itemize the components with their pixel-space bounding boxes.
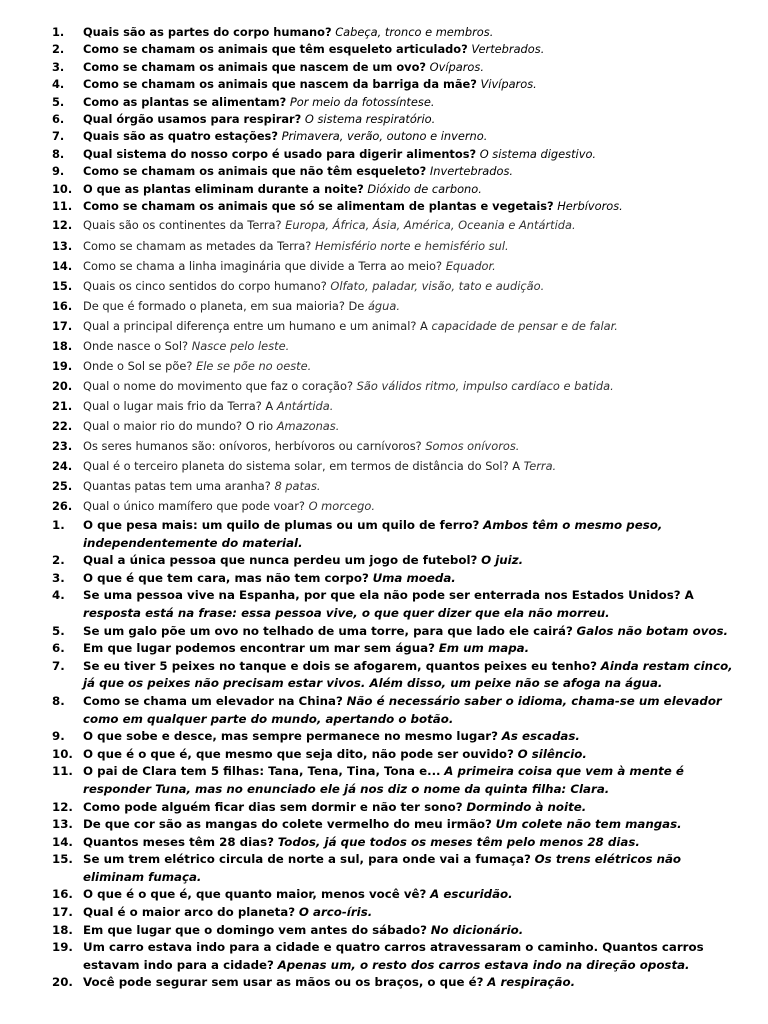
- riddle-text: [83, 658, 742, 693]
- question-number: 22.: [52, 418, 73, 433]
- riddle-number: 11.: [52, 764, 73, 779]
- riddle-number: 17.: [52, 905, 73, 920]
- riddle-item: [52, 728, 742, 746]
- question-answer: Por meio da fotossíntese.: [289, 94, 435, 109]
- question-item: [52, 496, 742, 516]
- question-answer: Terra.: [523, 459, 557, 474]
- question-number: 24.: [52, 459, 73, 474]
- question-number: 17.: [52, 318, 73, 333]
- question-number: 1.: [52, 25, 65, 39]
- riddle-text: [83, 623, 742, 641]
- question-text: [83, 76, 742, 93]
- riddle-text: [83, 693, 742, 728]
- riddle-number: 4.: [52, 588, 65, 603]
- question-question: Onde nasce o Sol?: [83, 338, 189, 353]
- riddle-number: 1.: [52, 518, 65, 532]
- question-number: 8.: [52, 146, 65, 161]
- riddle-item: [52, 658, 742, 693]
- question-item: [52, 316, 742, 336]
- question-answer: Europa, África, Ásia, América, Oceania e Antártida.: [285, 218, 576, 233]
- question-question: Como as plantas se alimentam?: [83, 94, 287, 109]
- riddle-question: Qual é o maior arco do planeta?: [83, 905, 296, 920]
- riddle-item: [52, 851, 742, 886]
- riddle-answer: A escuridão.: [430, 887, 513, 902]
- question-item: [52, 236, 742, 256]
- question-question: Como se chamam os animais que só se alimentam de plantas e vegetais?: [83, 199, 554, 214]
- question-question: Como se chamam os animais que têm esqueleto articulado?: [83, 42, 468, 57]
- riddle-item: [52, 552, 742, 570]
- riddle-text: [83, 570, 742, 588]
- question-number: 9.: [52, 164, 65, 179]
- question-text: [83, 41, 742, 58]
- riddle-item: [52, 570, 742, 588]
- question-item: [52, 396, 742, 416]
- science-questions-list: [52, 24, 742, 516]
- riddle-text: [83, 517, 742, 552]
- riddle-text: [83, 799, 742, 817]
- riddle-item: [52, 693, 742, 728]
- riddle-question: O que é o que é, que mesmo que seja dito, não pode ser ouvido?: [83, 746, 514, 761]
- riddle-number: 3.: [52, 570, 65, 585]
- question-number: 14.: [52, 258, 73, 273]
- riddle-item: [52, 886, 742, 904]
- riddle-number: 8.: [52, 693, 65, 708]
- riddle-question: O que pesa mais: um quilo de plumas ou um quilo de ferro?: [83, 518, 480, 532]
- question-item: [52, 41, 742, 58]
- question-answer: Invertebrados.: [429, 164, 514, 179]
- question-answer: Olfato, paladar, visão, tato e audição.: [330, 278, 545, 293]
- riddle-answer: Ainda restam cinco, já que os peixes não precisam estar vivos. Além disso, um peixe não se afoga na água.: [83, 658, 733, 691]
- question-text: [83, 436, 742, 456]
- question-question: Quantas patas tem uma aranha?: [83, 479, 271, 494]
- riddle-text: [83, 886, 742, 904]
- question-question: Qual órgão usamos para respirar?: [83, 112, 302, 127]
- riddle-question: Se eu tiver 5 peixes no tanque e dois se afogarem, quantos peixes eu tenho?: [83, 658, 597, 673]
- riddle-answer: Uma moeda.: [372, 570, 456, 585]
- riddle-answer: Galos não botam ovos.: [576, 623, 728, 638]
- question-number: 4.: [52, 77, 65, 92]
- riddle-number: 12.: [52, 799, 73, 814]
- question-number: 26.: [52, 499, 73, 514]
- question-number: 7.: [52, 129, 65, 144]
- question-item: [52, 356, 742, 376]
- riddle-question: Qual a única pessoa que nunca perdeu um jogo de futebol?: [83, 553, 478, 568]
- question-text: [83, 316, 742, 336]
- question-item: [52, 181, 742, 198]
- question-question: Como se chamam os animais que nascem de um ovo?: [83, 59, 427, 74]
- riddle-answer: A respiração.: [487, 975, 576, 990]
- question-number: 2.: [52, 42, 65, 57]
- riddle-item: [52, 974, 742, 992]
- riddle-question: O pai de Clara tem 5 filhas: Tana, Tena, Tina, Tona e...: [83, 764, 441, 779]
- question-question: Qual a principal diferença entre um humano e um animal? A: [83, 318, 428, 333]
- question-question: Como se chama a linha imaginária que divide a Terra ao meio?: [83, 258, 443, 273]
- question-item: [52, 111, 742, 128]
- question-number: 3.: [52, 59, 65, 74]
- riddle-answer: As escadas.: [501, 729, 580, 744]
- question-item: [52, 59, 742, 76]
- question-answer: Antártida.: [276, 398, 334, 413]
- question-item: [52, 76, 742, 93]
- riddle-answer: resposta está na frase: essa pessoa vive, o que quer dizer que ela não morreu.: [83, 605, 610, 620]
- question-answer: Equador.: [445, 258, 496, 273]
- riddle-item: [52, 816, 742, 834]
- riddles-list: [52, 517, 742, 992]
- riddle-text: [83, 728, 742, 746]
- riddle-item: [52, 922, 742, 940]
- question-question: Qual sistema do nosso corpo é usado para digerir alimentos?: [83, 146, 477, 161]
- riddle-text: [83, 904, 742, 922]
- riddle-text: [83, 816, 742, 834]
- riddle-text: [83, 851, 742, 886]
- question-text: [83, 198, 742, 215]
- riddle-answer: Ambos têm o mesmo peso, independentemente do material.: [83, 518, 663, 550]
- riddle-item: [52, 623, 742, 641]
- riddle-item: [52, 939, 742, 974]
- question-number: 16.: [52, 298, 73, 313]
- question-answer: Herbívoros.: [557, 199, 623, 214]
- riddle-answer: Os trens elétricos não eliminam fumaça.: [83, 852, 682, 884]
- question-number: 11.: [52, 199, 73, 214]
- riddle-text: [83, 640, 742, 658]
- riddle-item: [52, 517, 742, 552]
- riddle-text: [83, 939, 742, 974]
- question-answer: Amazonas.: [276, 418, 340, 433]
- question-text: [83, 416, 742, 436]
- riddle-answer: Todos, já que todos os meses têm pelo menos 28 dias.: [277, 834, 640, 849]
- question-question: Qual o nome do movimento que faz o coração?: [83, 378, 354, 393]
- question-text: [83, 24, 742, 41]
- riddle-text: [83, 587, 742, 622]
- question-text: [83, 256, 742, 276]
- question-text: [83, 128, 742, 145]
- question-number: 23.: [52, 438, 73, 453]
- question-question: Como se chamam os animais que nascem da barriga da mãe?: [83, 77, 477, 92]
- question-question: Como se chamam os animais que não têm esqueleto?: [83, 164, 427, 179]
- question-text: [83, 476, 742, 496]
- riddle-question: Um carro estava indo para a cidade e quatro carros atravessaram o caminho. Quantos carros estavam indo para a cidade?: [83, 940, 704, 972]
- riddle-question: De que cor são as mangas do colete vermelho do meu irmão?: [83, 817, 492, 832]
- question-answer: Somos onívoros.: [425, 438, 520, 453]
- riddle-question: Se um galo põe um ovo no telhado de uma torre, para que lado ele cairá?: [83, 623, 573, 638]
- riddle-question: Você pode segurar sem usar as mãos ou os braços, o que é?: [83, 975, 484, 990]
- riddle-number: 10.: [52, 746, 73, 761]
- question-text: [83, 456, 742, 476]
- riddle-answer: A primeira coisa que vem à mente é responder Tuna, mas no enunciado ele já nos diz o nome da quinta filha: Clara.: [83, 764, 684, 796]
- question-text: [83, 376, 742, 396]
- question-item: [52, 256, 742, 276]
- riddle-question: Quantos meses têm 28 dias?: [83, 834, 274, 849]
- riddle-item: [52, 587, 742, 622]
- question-text: [83, 356, 742, 376]
- question-answer: Ovíparos.: [429, 59, 484, 74]
- riddle-item: [52, 799, 742, 817]
- question-question: Qual o único mamífero que pode voar?: [83, 499, 305, 514]
- question-text: [83, 59, 742, 76]
- question-question: Quais são os continentes da Terra?: [83, 218, 282, 233]
- question-item: [52, 476, 742, 496]
- question-question: Onde o Sol se põe?: [83, 358, 193, 373]
- riddle-item: [52, 640, 742, 658]
- riddle-answer: Um colete não tem mangas.: [495, 817, 682, 832]
- question-number: 18.: [52, 338, 73, 353]
- question-number: 19.: [52, 358, 73, 373]
- question-item: [52, 215, 742, 235]
- question-answer: Ele se põe no oeste.: [196, 358, 312, 373]
- riddle-answer: Não é necessário saber o idioma, chama-se um elevador como em qualquer parte do mundo, apertando o botão.: [83, 693, 722, 726]
- question-question: O que as plantas eliminam durante a noite?: [83, 181, 364, 196]
- riddle-question: Se um trem elétrico circula de norte a sul, para onde vai a fumaça?: [83, 852, 531, 867]
- riddle-number: 20.: [52, 975, 73, 990]
- question-answer: Vivíparos.: [480, 77, 537, 92]
- question-text: [83, 146, 742, 163]
- question-number: 12.: [52, 218, 73, 233]
- question-item: [52, 24, 742, 41]
- riddle-number: 13.: [52, 817, 73, 832]
- riddle-question: Em que lugar podemos encontrar um mar sem água?: [83, 641, 435, 656]
- question-answer: Primavera, verão, outono e inverno.: [281, 129, 488, 144]
- riddle-question: Como pode alguém ficar dias sem dormir e não ter sono?: [83, 799, 463, 814]
- question-question: Quais os cinco sentidos do corpo humano?: [83, 278, 327, 293]
- question-number: 20.: [52, 378, 73, 393]
- question-text: [83, 396, 742, 416]
- question-number: 15.: [52, 278, 73, 293]
- question-text: [83, 94, 742, 111]
- riddle-number: 14.: [52, 834, 73, 849]
- question-text: [83, 236, 742, 256]
- riddle-number: 7.: [52, 658, 65, 673]
- question-answer: Nasce pelo leste.: [191, 338, 290, 353]
- question-item: [52, 436, 742, 456]
- question-number: 25.: [52, 479, 73, 494]
- riddle-question: O que sobe e desce, mas sempre permanece no mesmo lugar?: [83, 729, 498, 744]
- question-question: De que é formado o planeta, em sua maioria? De: [83, 298, 365, 313]
- question-item: [52, 146, 742, 163]
- riddle-question: O que é o que é, que quanto maior, menos você vê?: [83, 887, 427, 902]
- question-item: [52, 276, 742, 296]
- question-number: 13.: [52, 238, 73, 253]
- question-text: [83, 276, 742, 296]
- question-answer: Cabeça, tronco e membros.: [335, 25, 494, 39]
- riddle-text: [83, 974, 742, 992]
- question-answer: Vertebrados.: [471, 42, 545, 57]
- question-question: Como se chamam as metades da Terra?: [83, 238, 312, 253]
- riddle-number: 19.: [52, 940, 73, 955]
- question-item: [52, 163, 742, 180]
- question-number: 6.: [52, 112, 65, 127]
- question-text: [83, 496, 742, 516]
- question-text: [83, 215, 742, 235]
- question-answer: O sistema respiratório.: [304, 112, 436, 127]
- riddle-number: 2.: [52, 553, 65, 568]
- question-text: [83, 163, 742, 180]
- riddle-text: [83, 746, 742, 764]
- riddle-text: [83, 763, 742, 798]
- question-answer: O morcego.: [308, 499, 375, 514]
- riddle-number: 6.: [52, 641, 65, 656]
- question-question: Quais são as quatro estações?: [83, 129, 278, 144]
- riddle-question: Em que lugar que o domingo vem antes do sábado?: [83, 922, 427, 937]
- riddle-item: [52, 904, 742, 922]
- riddle-item: [52, 746, 742, 764]
- question-item: [52, 456, 742, 476]
- question-question: Qual o maior rio do mundo? O rio: [83, 418, 274, 433]
- riddle-number: 15.: [52, 852, 73, 867]
- question-question: Qual é o terceiro planeta do sistema solar, em termos de distância do Sol? A: [83, 459, 521, 474]
- riddle-number: 16.: [52, 887, 73, 902]
- question-number: 10.: [52, 181, 73, 196]
- riddle-number: 5.: [52, 623, 65, 638]
- question-text: [83, 181, 742, 198]
- riddle-question: Como se chama um elevador na China?: [83, 693, 343, 708]
- question-text: [83, 111, 742, 128]
- riddle-item: [52, 834, 742, 852]
- question-item: [52, 376, 742, 396]
- riddle-text: [83, 834, 742, 852]
- riddle-question: O que é que tem cara, mas não tem corpo?: [83, 570, 369, 585]
- question-item: [52, 198, 742, 215]
- question-question: Qual o lugar mais frio da Terra? A: [83, 398, 274, 413]
- question-number: 5.: [52, 94, 65, 109]
- question-item: [52, 336, 742, 356]
- riddle-item: [52, 763, 742, 798]
- question-question: Quais são as partes do corpo humano?: [83, 25, 332, 39]
- riddle-answer: O silêncio.: [517, 746, 587, 761]
- riddle-answer: No dicionário.: [430, 922, 524, 937]
- question-answer: O sistema digestivo.: [479, 146, 597, 161]
- riddle-number: 9.: [52, 729, 65, 744]
- riddle-answer: O juiz.: [481, 553, 524, 568]
- riddle-text: [83, 552, 742, 570]
- riddle-answer: O arco-íris.: [298, 905, 373, 920]
- question-answer: água.: [367, 298, 400, 313]
- riddle-answer: Dormindo à noite.: [466, 799, 587, 814]
- question-answer: 8 patas.: [274, 479, 321, 494]
- question-question: Os seres humanos são: onívoros, herbívoros ou carnívoros?: [83, 438, 422, 453]
- riddle-answer: Em um mapa.: [438, 641, 530, 656]
- question-item: [52, 94, 742, 111]
- riddle-question: Se uma pessoa vive na Espanha, por que ela não pode ser enterrada nos Estados Unidos? A: [83, 588, 694, 603]
- question-answer: Hemisfério norte e hemisfério sul.: [314, 238, 509, 253]
- question-item: [52, 128, 742, 145]
- question-text: [83, 336, 742, 356]
- question-answer: Dióxido de carbono.: [367, 181, 482, 196]
- question-item: [52, 296, 742, 316]
- riddle-text: [83, 922, 742, 940]
- question-text: [83, 296, 742, 316]
- riddle-answer: Apenas um, o resto dos carros estava indo na direção oposta.: [277, 957, 690, 972]
- question-item: [52, 416, 742, 436]
- question-answer: capacidade de pensar e de falar.: [431, 318, 618, 333]
- riddle-number: 18.: [52, 922, 73, 937]
- question-number: 21.: [52, 398, 73, 413]
- question-answer: São válidos ritmo, impulso cardíaco e batida.: [356, 378, 614, 393]
